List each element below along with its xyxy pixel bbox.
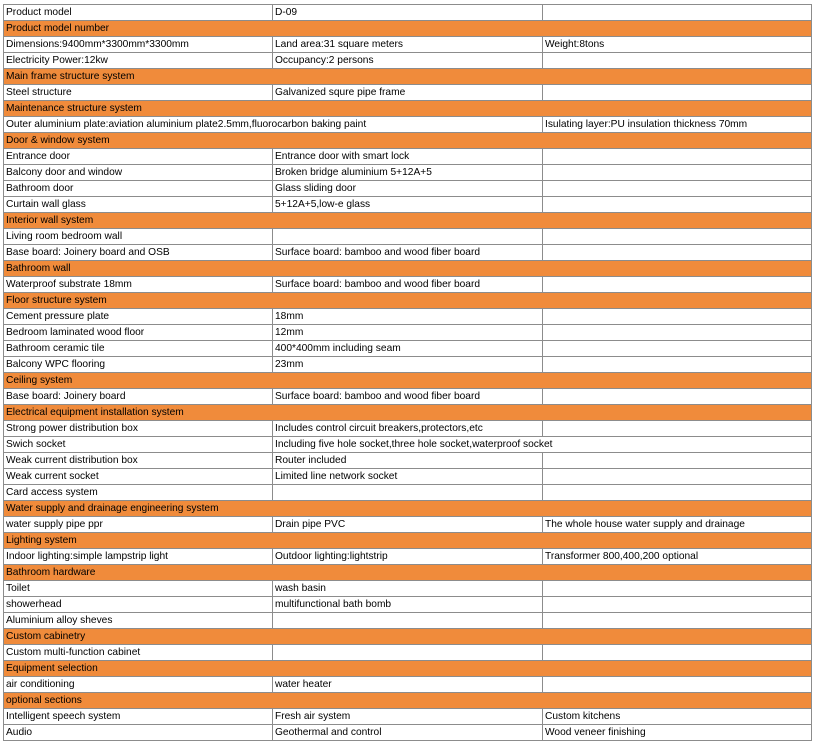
table-cell: Weak current distribution box [4, 453, 273, 469]
table-cell: Living room bedroom wall [4, 229, 273, 245]
table-cell: Surface board: bamboo and wood fiber board [273, 245, 543, 261]
table-cell [543, 677, 812, 693]
table-row [4, 597, 812, 613]
table-cell: 5+12A+5,low-e glass [273, 197, 543, 213]
table-cell: Weight:8tons [543, 37, 812, 53]
section-header-label: Custom cabinetry [4, 629, 812, 645]
table-cell [543, 469, 812, 485]
section-header-row [4, 101, 812, 117]
table-cell: Broken bridge aluminium 5+12A+5 [273, 165, 543, 181]
table-cell: Glass sliding door [273, 181, 543, 197]
section-header-label: Maintenance structure system [4, 101, 812, 117]
table-cell: Steel structure [4, 85, 273, 101]
table-cell: Transformer 800,400,200 optional [543, 549, 812, 565]
table-cell: Custom multi-function cabinet [4, 645, 273, 661]
table-cell: Router included [273, 453, 543, 469]
section-header-label: Ceiling system [4, 373, 812, 389]
table-row [4, 437, 812, 453]
table-cell [543, 645, 812, 661]
section-header-label: optional sections [4, 693, 812, 709]
table-cell [543, 341, 812, 357]
table-row [4, 709, 812, 725]
table-row [4, 421, 812, 437]
table-cell: Weak current socket [4, 469, 273, 485]
table-cell: water heater [273, 677, 543, 693]
table-cell: Fresh air system [273, 709, 543, 725]
table-cell: Aluminium alloy sheves [4, 613, 273, 629]
product-spec-table [3, 4, 812, 741]
section-header-label: Water supply and drainage engineering system [4, 501, 812, 517]
table-cell: Isulating layer:PU insulation thickness 70mm [543, 117, 812, 133]
table-row [4, 53, 812, 69]
table-cell [543, 277, 812, 293]
section-header-label: Main frame structure system [4, 69, 812, 85]
table-cell: Electricity Power:12kw [4, 53, 273, 69]
table-cell: Wood veneer finishing [543, 725, 812, 741]
table-row [4, 309, 812, 325]
table-row [4, 165, 812, 181]
table-cell: Waterproof substrate 18mm [4, 277, 273, 293]
section-header-row [4, 693, 812, 709]
table-cell [543, 613, 812, 629]
table-row [4, 645, 812, 661]
table-cell: 23mm [273, 357, 543, 373]
table-cell: Product model [4, 5, 273, 21]
table-cell: Strong power distribution box [4, 421, 273, 437]
table-cell [543, 581, 812, 597]
table-cell: Outdoor lighting:lightstrip [273, 549, 543, 565]
table-cell: multifunctional bath bomb [273, 597, 543, 613]
table-cell: Swich socket [4, 437, 273, 453]
table-cell: Balcony door and window [4, 165, 273, 181]
table-cell [543, 53, 812, 69]
table-cell: 400*400mm including seam [273, 341, 543, 357]
table-cell [543, 85, 812, 101]
table-cell [273, 613, 543, 629]
table-cell: Includes control circuit breakers,protectors,etc [273, 421, 543, 437]
table-cell: Custom kitchens [543, 709, 812, 725]
table-row [4, 325, 812, 341]
table-cell [273, 485, 543, 501]
section-header-row [4, 69, 812, 85]
section-header-label: Interior wall system [4, 213, 812, 229]
table-row [4, 85, 812, 101]
table-cell: Entrance door [4, 149, 273, 165]
table-cell: wash basin [273, 581, 543, 597]
table-cell: Balcony WPC flooring [4, 357, 273, 373]
table-row [4, 245, 812, 261]
table-cell: Entrance door with smart lock [273, 149, 543, 165]
table-cell [543, 453, 812, 469]
table-row [4, 149, 812, 165]
section-header-label: Equipment selection [4, 661, 812, 677]
table-row [4, 613, 812, 629]
table-row [4, 37, 812, 53]
table-cell: Audio [4, 725, 273, 741]
spec-table-body [4, 5, 812, 741]
table-cell [273, 645, 543, 661]
table-row [4, 197, 812, 213]
table-row [4, 485, 812, 501]
table-row [4, 389, 812, 405]
table-cell [543, 309, 812, 325]
table-cell [543, 181, 812, 197]
table-cell: Surface board: bamboo and wood fiber board [273, 277, 543, 293]
table-row [4, 117, 812, 133]
section-header-row [4, 213, 812, 229]
table-cell [543, 389, 812, 405]
table-cell: Surface board: bamboo and wood fiber board [273, 389, 543, 405]
spec-sheet [3, 4, 812, 741]
table-cell: Bedroom laminated wood floor [4, 325, 273, 341]
table-cell [543, 165, 812, 181]
table-cell [543, 245, 812, 261]
table-cell: Occupancy:2 persons [273, 53, 543, 69]
section-header-row [4, 533, 812, 549]
section-header-label: Bathroom hardware [4, 565, 812, 581]
table-cell: Land area:31 square meters [273, 37, 543, 53]
table-row [4, 453, 812, 469]
section-header-label: Product model number [4, 21, 812, 37]
table-cell [543, 197, 812, 213]
table-cell [543, 485, 812, 501]
table-cell: 18mm [273, 309, 543, 325]
section-header-label: Electrical equipment installation system [4, 405, 812, 421]
table-row [4, 341, 812, 357]
table-row [4, 581, 812, 597]
table-row [4, 677, 812, 693]
table-cell: Galvanized squre pipe frame [273, 85, 543, 101]
table-row [4, 229, 812, 245]
section-header-row [4, 405, 812, 421]
table-cell: Indoor lighting:simple lampstrip light [4, 549, 273, 565]
section-header-row [4, 661, 812, 677]
section-header-row [4, 21, 812, 37]
table-cell [543, 357, 812, 373]
table-cell: Dimensions:9400mm*3300mm*3300mm [4, 37, 273, 53]
section-header-row [4, 501, 812, 517]
section-header-row [4, 261, 812, 277]
table-row [4, 181, 812, 197]
table-cell [543, 421, 812, 437]
table-cell [543, 597, 812, 613]
table-row [4, 549, 812, 565]
table-cell: D-09 [273, 5, 543, 21]
table-cell [543, 5, 812, 21]
table-cell: air conditioning [4, 677, 273, 693]
section-header-row [4, 629, 812, 645]
table-cell [543, 149, 812, 165]
table-cell: Intelligent speech system [4, 709, 273, 725]
table-cell [543, 229, 812, 245]
table-cell: Toilet [4, 581, 273, 597]
table-cell: Drain pipe PVC [273, 517, 543, 533]
section-header-row [4, 565, 812, 581]
table-cell: Geothermal and control [273, 725, 543, 741]
section-header-row [4, 293, 812, 309]
table-cell: Cement pressure plate [4, 309, 273, 325]
section-header-label: Bathroom wall [4, 261, 812, 277]
table-cell: Outer aluminium plate:aviation aluminium plate2.5mm,fluorocarbon baking paint [4, 117, 543, 133]
table-cell: Including five hole socket,three hole socket,waterproof socket [273, 437, 812, 453]
table-cell: Card access system [4, 485, 273, 501]
section-header-row [4, 373, 812, 389]
table-row [4, 277, 812, 293]
table-cell [543, 325, 812, 341]
table-cell: Base board: Joinery board and OSB [4, 245, 273, 261]
section-header-label: Lighting system [4, 533, 812, 549]
table-cell: The whole house water supply and drainage [543, 517, 812, 533]
table-cell: showerhead [4, 597, 273, 613]
table-cell: Limited line network socket [273, 469, 543, 485]
table-cell: Bathroom ceramic tile [4, 341, 273, 357]
table-cell: Curtain wall glass [4, 197, 273, 213]
table-row [4, 357, 812, 373]
table-row [4, 5, 812, 21]
table-cell: Bathroom door [4, 181, 273, 197]
table-cell [273, 229, 543, 245]
section-header-row [4, 133, 812, 149]
table-row [4, 517, 812, 533]
section-header-label: Floor structure system [4, 293, 812, 309]
table-cell: Base board: Joinery board [4, 389, 273, 405]
table-cell: 12mm [273, 325, 543, 341]
section-header-label: Door & window system [4, 133, 812, 149]
table-row [4, 469, 812, 485]
table-row [4, 725, 812, 741]
table-cell: water supply pipe ppr [4, 517, 273, 533]
